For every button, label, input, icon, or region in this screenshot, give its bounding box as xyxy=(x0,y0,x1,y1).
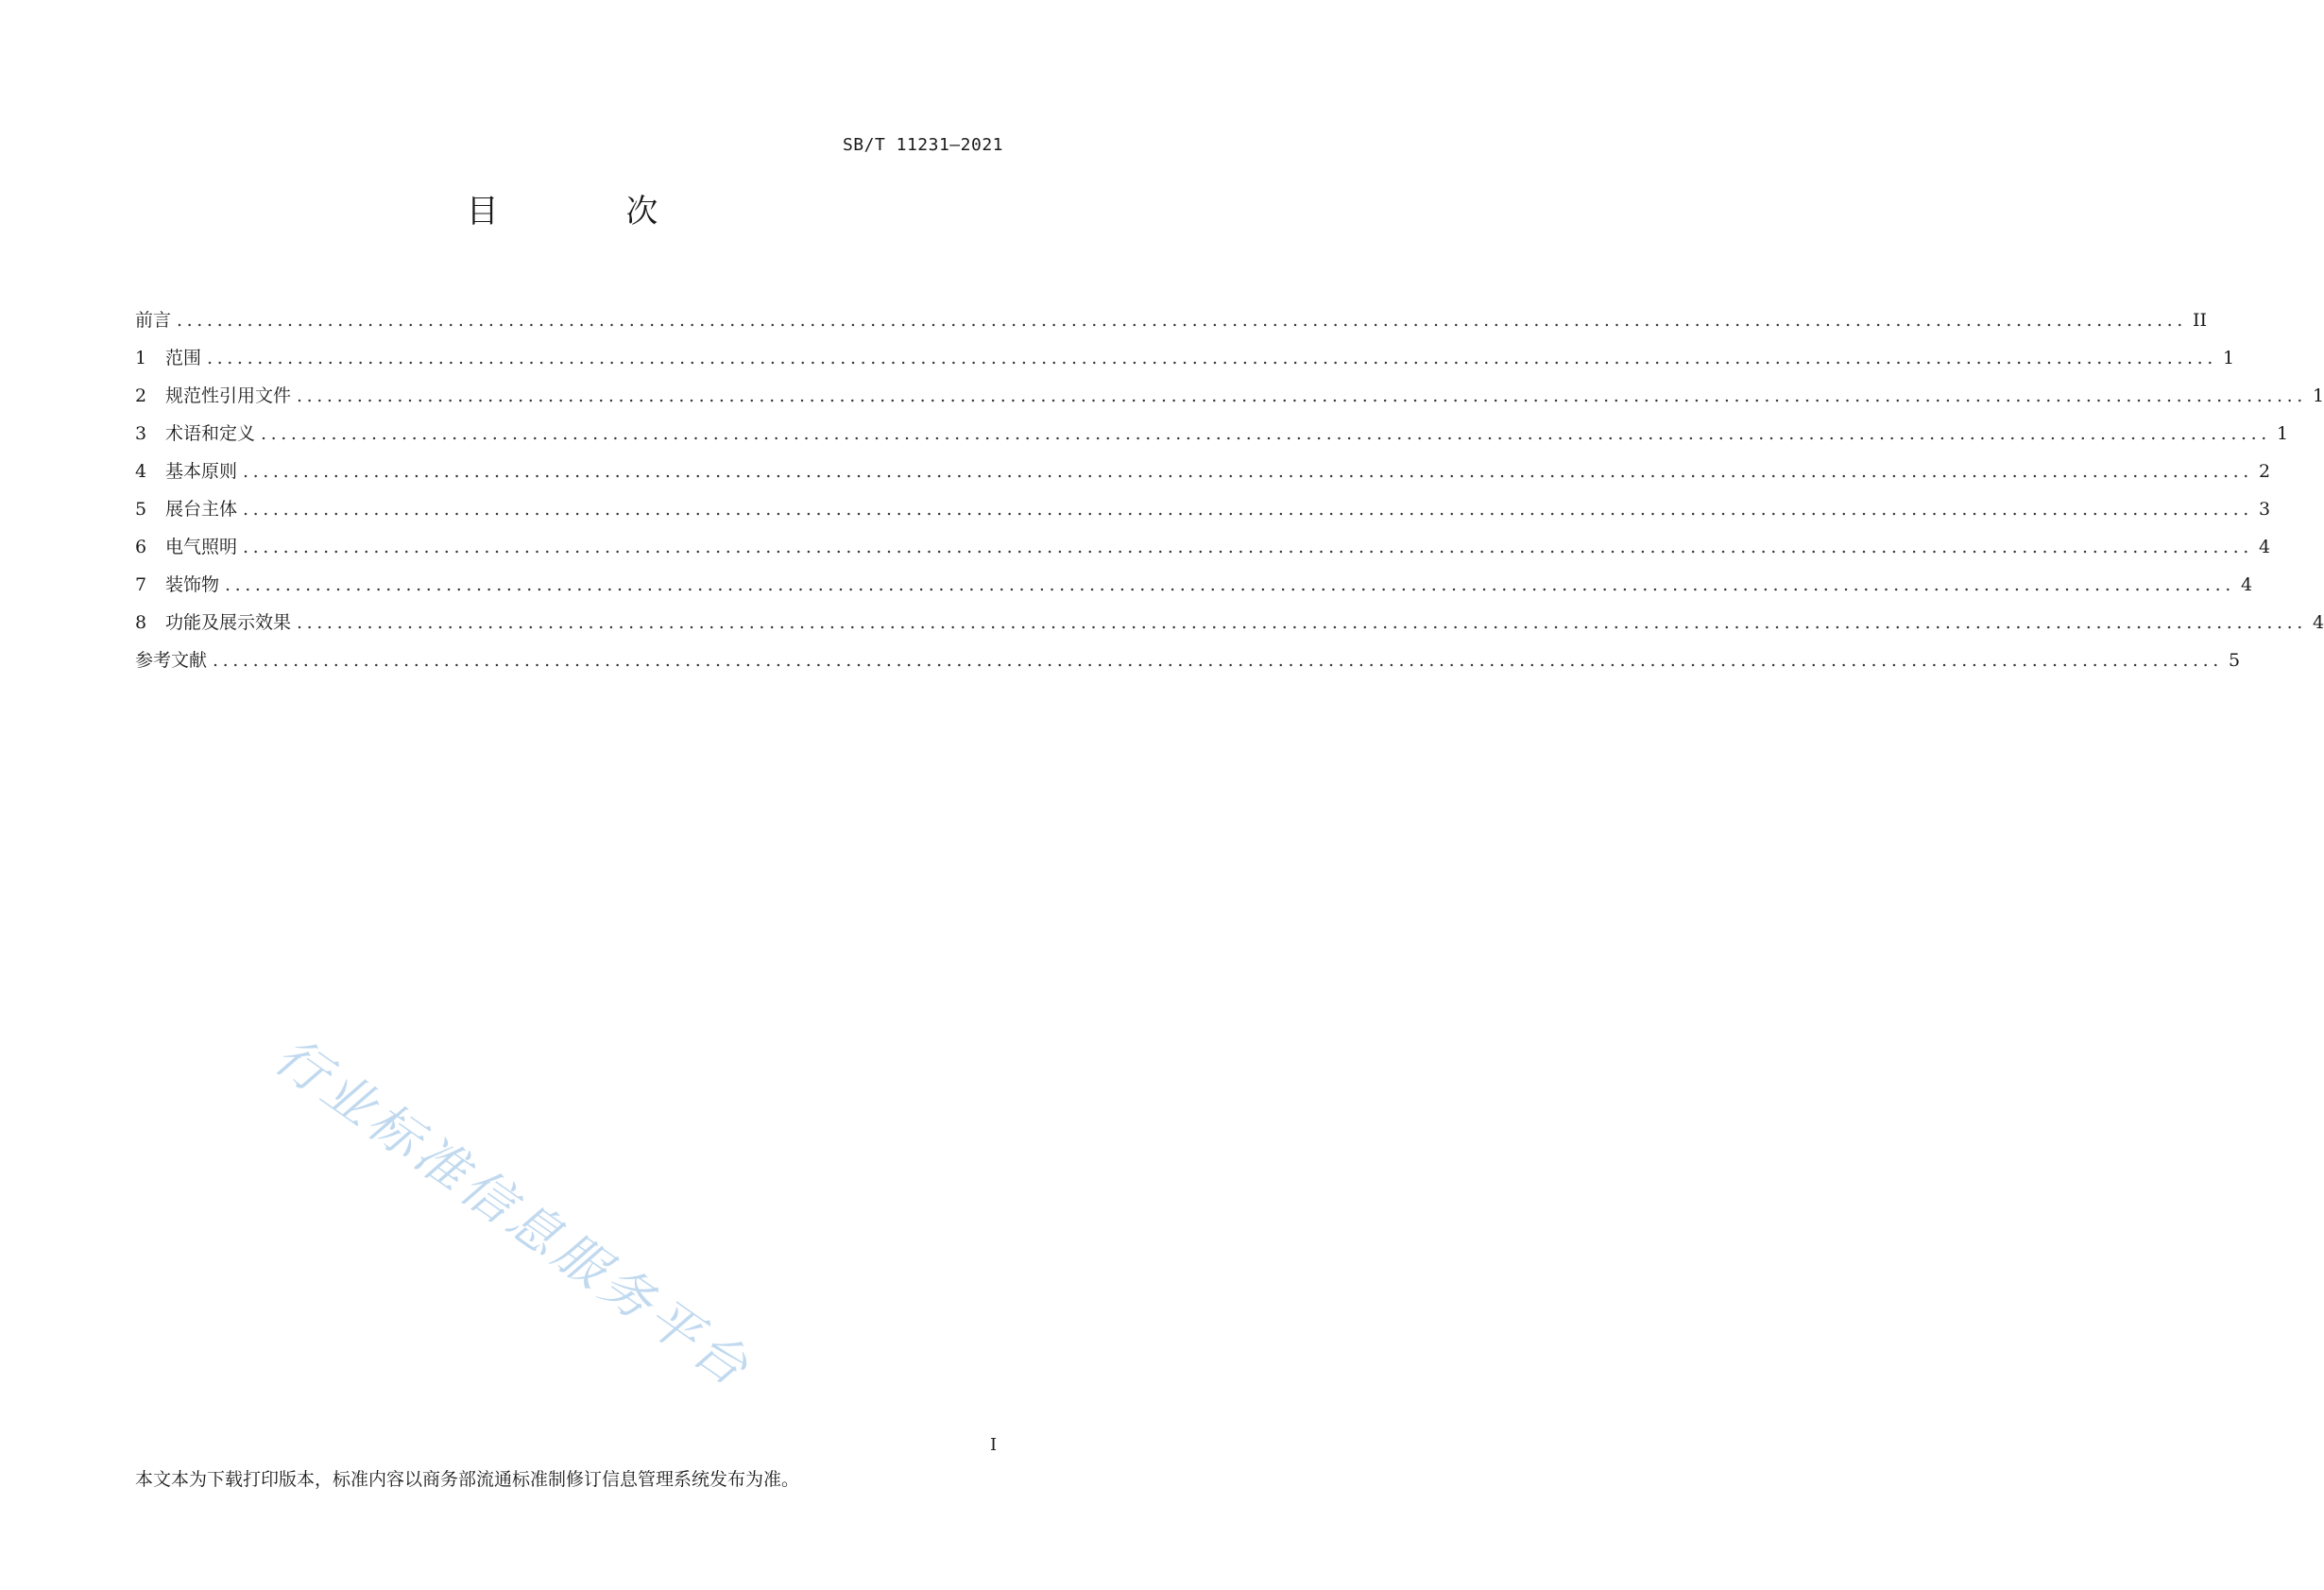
toc-entry-page: 3 xyxy=(2258,499,2271,520)
toc-entry-page: 1 xyxy=(2276,423,2289,444)
toc-entry-label: 电气照明 xyxy=(165,537,238,557)
toc-entry[interactable] xyxy=(135,495,2271,533)
toc-leader-dots: ........................................................................................................................................................................................................ xyxy=(213,650,2223,671)
standard-code: SB/T 11231—2021 xyxy=(842,135,1003,155)
toc-entry-label: 展台主体 xyxy=(165,499,238,520)
toc-entry-number: 1 xyxy=(135,348,147,368)
toc-entry-page: 4 xyxy=(2312,612,2324,633)
toc-entry-number: 2 xyxy=(135,385,147,406)
toc-entry[interactable] xyxy=(135,419,2289,457)
toc-entry-label: 基本原则 xyxy=(165,461,238,482)
toc-entry[interactable] xyxy=(135,382,2324,419)
toc-entry-label: 规范性引用文件 xyxy=(165,385,292,406)
toc-entry-page: 5 xyxy=(2228,650,2241,671)
toc-entry-label: 参考文献 xyxy=(135,650,208,671)
toc-entry-number: 7 xyxy=(135,574,147,595)
page-number: I xyxy=(990,1435,998,1455)
table-of-contents xyxy=(135,306,2324,684)
toc-leader-dots: ........................................................................................................................................................................................................ xyxy=(243,499,2253,520)
footer-note: 本文本为下载打印版本，标准内容以商务部流通标准制修订信息管理系统发布为准。 xyxy=(135,1469,800,1490)
toc-entry-page: 4 xyxy=(2258,537,2271,557)
toc-entry-number: 5 xyxy=(135,499,147,520)
toc-leader-dots: ........................................................................................................................................................................................................ xyxy=(297,612,2307,633)
toc-entry-label: 前言 xyxy=(135,310,172,331)
toc-entry[interactable] xyxy=(135,533,2271,571)
toc-entry-number: 8 xyxy=(135,612,147,633)
toc-leader-dots: ........................................................................................................................................................................................................ xyxy=(297,385,2307,406)
toc-entry-page: 4 xyxy=(2240,574,2253,595)
toc-leader-dots: ........................................................................................................................................................................................................ xyxy=(225,574,2235,595)
toc-entry[interactable] xyxy=(135,457,2271,495)
watermark: 行业标准信息服务平台 xyxy=(264,1025,763,1400)
toc-leader-dots: ........................................................................................................................................................................................................ xyxy=(177,310,2187,331)
toc-entry-label: 术语和定义 xyxy=(165,423,256,444)
toc-entry-label: 范围 xyxy=(165,348,202,368)
toc-entry-page: 1 xyxy=(2312,385,2324,406)
toc-entry-number: 3 xyxy=(135,423,147,444)
toc-entry-page: II xyxy=(2192,310,2207,331)
toc-entry-page: 2 xyxy=(2258,461,2271,482)
toc-leader-dots: ........................................................................................................................................................................................................ xyxy=(243,461,2253,482)
toc-leader-dots: ........................................................................................................................................................................................................ xyxy=(261,423,2271,444)
toc-entry-page: 1 xyxy=(2222,348,2235,368)
toc-title: 目 次 xyxy=(466,193,717,231)
toc-entry-number: 6 xyxy=(135,537,147,557)
toc-leader-dots: ........................................................................................................................................................................................................ xyxy=(243,537,2253,557)
toc-entry[interactable] xyxy=(135,571,2253,608)
toc-entry[interactable] xyxy=(135,646,2241,684)
toc-entry[interactable] xyxy=(135,306,2207,344)
toc-entry-label: 功能及展示效果 xyxy=(165,612,292,633)
toc-entry-label: 装饰物 xyxy=(165,574,220,595)
toc-entry[interactable] xyxy=(135,608,2324,646)
toc-entry-number: 4 xyxy=(135,461,147,482)
toc-entry[interactable] xyxy=(135,344,2235,382)
toc-leader-dots: ........................................................................................................................................................................................................ xyxy=(207,348,2217,368)
